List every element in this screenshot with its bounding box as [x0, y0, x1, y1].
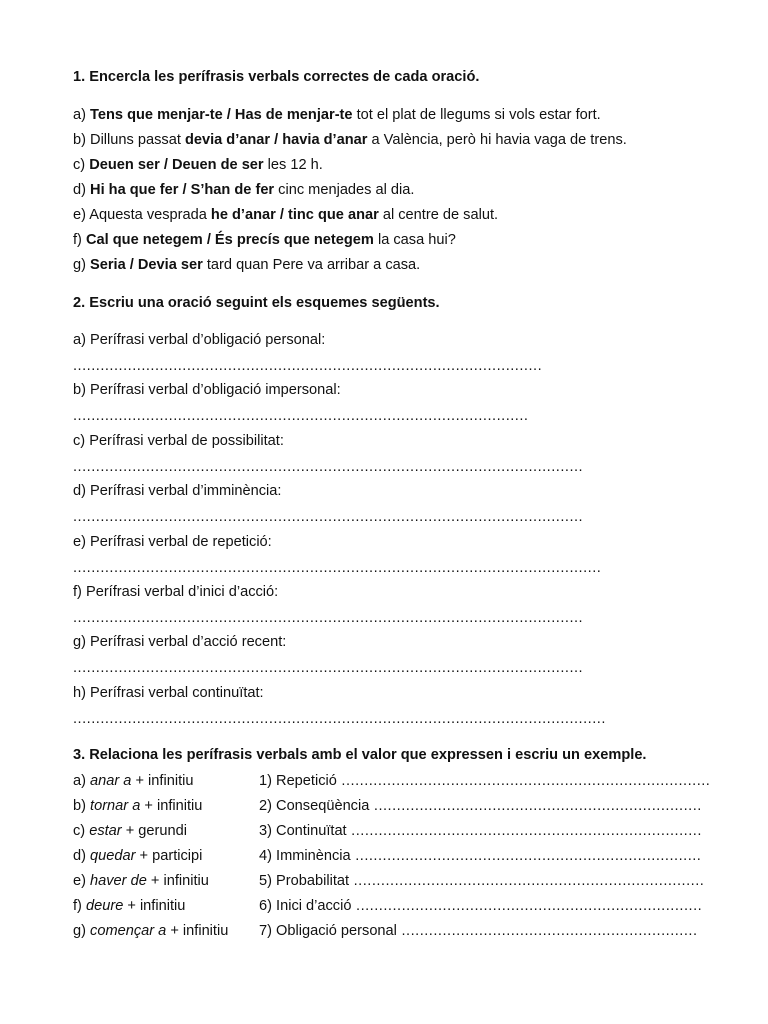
value-item: 1) Repetició ................................................................................. [259, 773, 711, 789]
exercise-1-item-f: f) Cal que netegem / És precís que netegem la casa hui? [73, 232, 456, 248]
exercise-1-item-a: a) Tens que menjar-te / Has de menjar-te tot el plat de llegums si vols estar fort. [73, 107, 601, 123]
periphrasis-item: a) anar a + infinitiu [73, 773, 194, 789]
answer-line[interactable]: ................................................................. [396, 923, 698, 939]
answer-line[interactable]: ..................................................................................................................... [73, 711, 606, 727]
answer-line[interactable]: ................................................................................................................ [73, 509, 584, 525]
value-item: 4) Imminència ............................................................................ [259, 848, 702, 864]
exercise-1-title: 1. Encercla les perífrasis verbals correctes de cada oració. [73, 69, 480, 85]
answer-line[interactable]: ................................................................................................................ [73, 459, 584, 475]
exercise-2-item-label: b) Perífrasi verbal d’obligació impersonal: [73, 382, 341, 398]
value-item: 7) Obligació personal ................................................................. [259, 923, 698, 939]
value-item: 2) Conseqüència ........................................................................ [259, 798, 702, 814]
periphrasis-item: c) estar + gerundi [73, 823, 187, 839]
exercise-2-item-label: h) Perífrasi verbal continuïtat: [73, 685, 264, 701]
answer-line[interactable]: ................................................................................................................ [73, 610, 584, 626]
answer-line[interactable]: ............................................................................. [349, 873, 705, 889]
answer-line[interactable]: ............................................................................ [351, 898, 703, 914]
exercise-1-item-c: c) Deuen ser / Deuen de ser les 12 h. [73, 157, 323, 173]
value-item: 6) Inici d’acció ............................................................................ [259, 898, 703, 914]
exercise-2-title: 2. Escriu una oració seguint els esquemes següents. [73, 295, 440, 311]
exercise-1-item-d: d) Hi ha que fer / S’han de fer cinc menjades al dia. [73, 182, 415, 198]
value-item: 5) Probabilitat ............................................................................. [259, 873, 705, 889]
answer-line[interactable]: ................................................................................. [336, 773, 711, 789]
exercise-2-item-label: a) Perífrasi verbal d’obligació personal: [73, 332, 326, 348]
exercise-2-item-label: g) Perífrasi verbal d’acció recent: [73, 634, 287, 650]
exercise-1-item-g: g) Seria / Devia ser tard quan Pere va arribar a casa. [73, 257, 421, 273]
answer-line[interactable]: ............................................................................ [350, 848, 702, 864]
value-item: 3) Continuïtat ............................................................................. [259, 823, 702, 839]
answer-line[interactable]: .................................................................................................................... [73, 560, 602, 576]
exercise-2-item-label: e) Perífrasi verbal de repetició: [73, 534, 272, 550]
answer-line[interactable]: .................................................................................................... [73, 408, 529, 424]
answer-line[interactable]: ............................................................................. [346, 823, 702, 839]
exercise-1-item-e: e) Aquesta vesprada he d’anar / tinc que anar al centre de salut. [73, 207, 499, 223]
periphrasis-item: g) començar a + infinitiu [73, 923, 229, 939]
answer-line[interactable]: ........................................................................ [369, 798, 702, 814]
periphrasis-item: d) quedar + participi [73, 848, 203, 864]
answer-line[interactable]: ....................................................................................................... [73, 358, 543, 374]
exercise-3-title: 3. Relaciona les perífrasis verbals amb el valor que expressen i escriu un exemple. [73, 747, 647, 763]
periphrasis-item: b) tornar a + infinitiu [73, 798, 203, 814]
exercise-2-item-label: d) Perífrasi verbal d’imminència: [73, 483, 282, 499]
periphrasis-item: e) haver de + infinitiu [73, 873, 209, 889]
periphrasis-item: f) deure + infinitiu [73, 898, 186, 914]
exercise-1-item-b: b) Dilluns passat devia d’anar / havia d’anar a València, però hi havia vaga de trens. [73, 132, 627, 148]
exercise-2-item-label: f) Perífrasi verbal d’inici d’acció: [73, 584, 279, 600]
answer-line[interactable]: ................................................................................................................ [73, 660, 584, 676]
exercise-2-item-label: c) Perífrasi verbal de possibilitat: [73, 433, 284, 449]
